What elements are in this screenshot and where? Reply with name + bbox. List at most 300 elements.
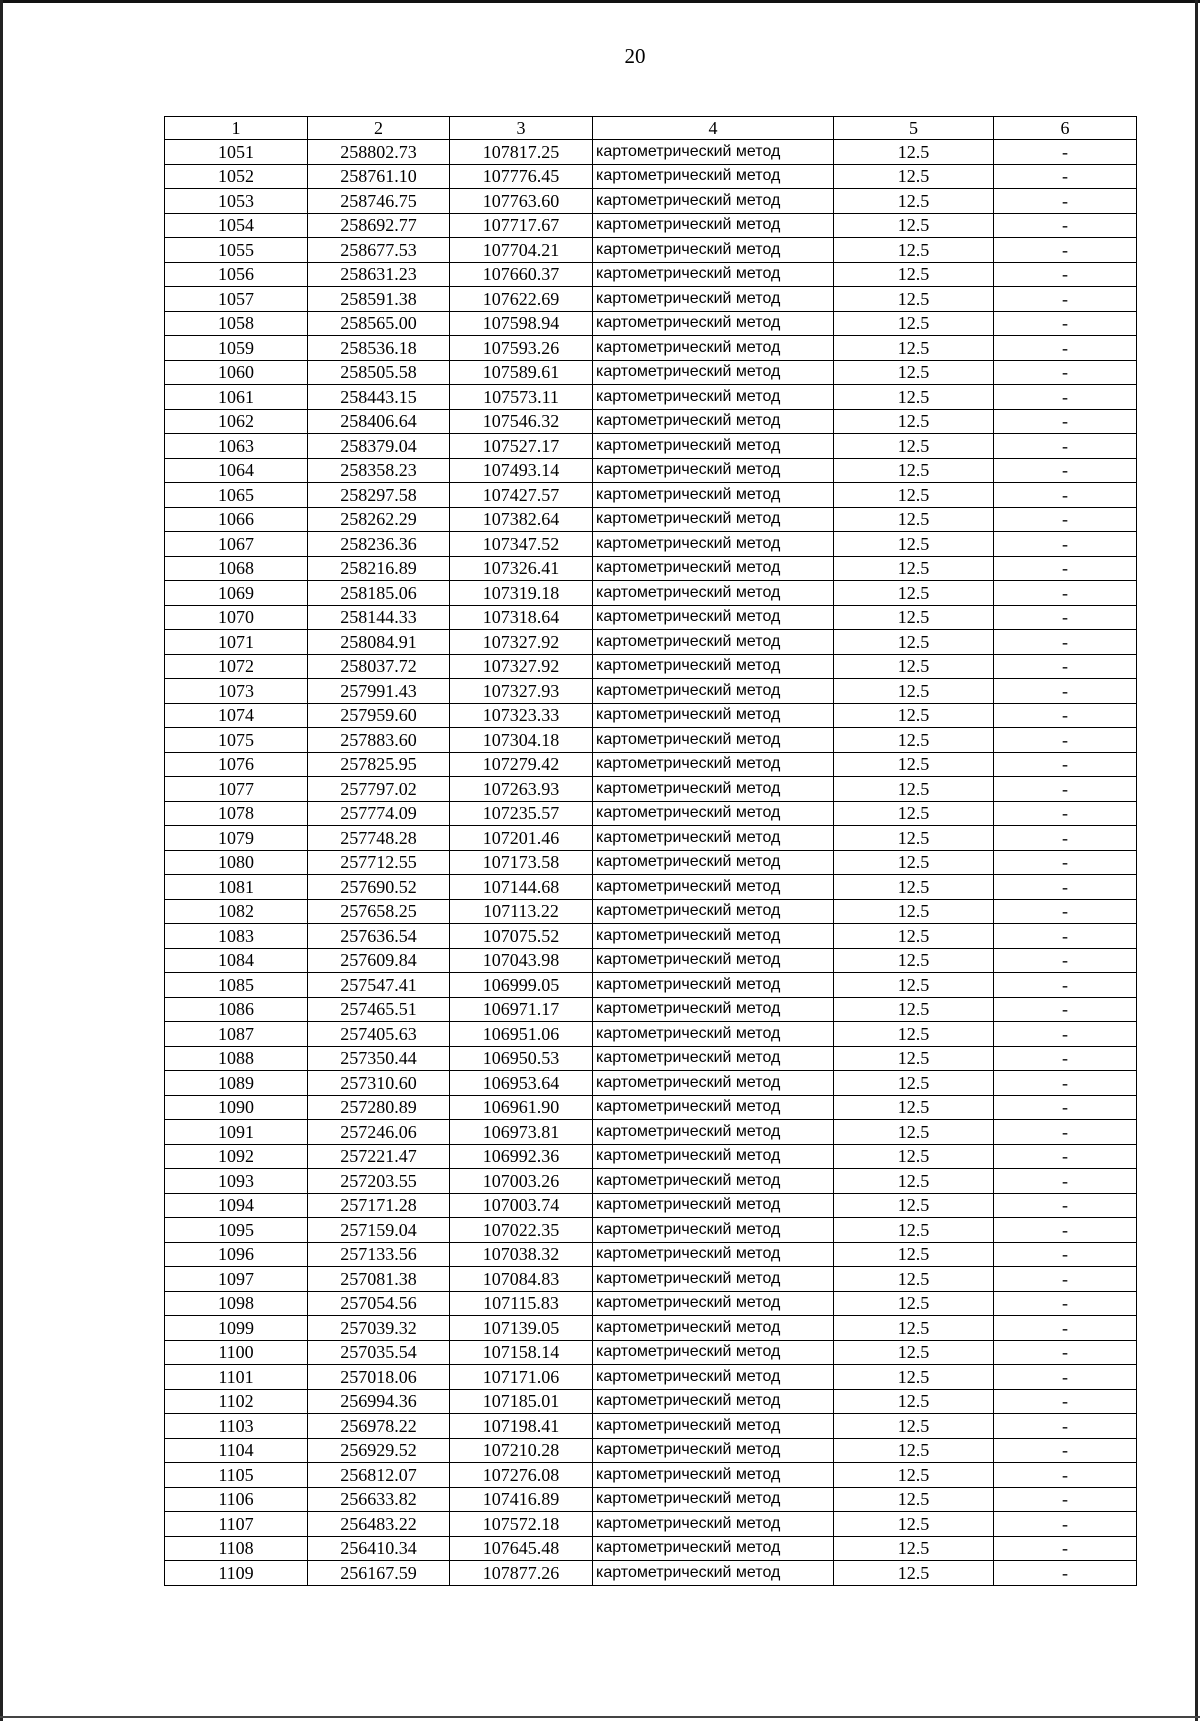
point-number-cell: 1097	[165, 1267, 308, 1292]
point-number-cell: 1067	[165, 532, 308, 557]
method-cell: картометрический метод	[593, 997, 834, 1022]
point-number-cell: 1109	[165, 1561, 308, 1586]
x-coordinate-cell: 257465.51	[308, 997, 450, 1022]
table-row	[165, 336, 1137, 361]
x-coordinate-cell: 258591.38	[308, 287, 450, 312]
accuracy-cell: 12.5	[834, 654, 994, 679]
y-coordinate-cell: 107327.92	[450, 654, 593, 679]
accuracy-cell: 12.5	[834, 1389, 994, 1414]
point-number-cell: 1062	[165, 409, 308, 434]
point-number-cell: 1100	[165, 1340, 308, 1365]
y-coordinate-cell: 107210.28	[450, 1438, 593, 1463]
y-coordinate-cell: 107382.64	[450, 507, 593, 532]
method-cell: картометрический метод	[593, 434, 834, 459]
table-row	[165, 262, 1137, 287]
accuracy-cell: 12.5	[834, 164, 994, 189]
point-number-cell: 1071	[165, 630, 308, 655]
point-number-cell: 1066	[165, 507, 308, 532]
method-cell: картометрический метод	[593, 532, 834, 557]
point-number-cell: 1068	[165, 556, 308, 581]
note-cell: -	[994, 287, 1137, 312]
accuracy-cell: 12.5	[834, 1463, 994, 1488]
accuracy-cell: 12.5	[834, 556, 994, 581]
method-cell: картометрический метод	[593, 1242, 834, 1267]
note-cell: -	[994, 728, 1137, 753]
table-row	[165, 1291, 1137, 1316]
x-coordinate-cell: 258692.77	[308, 213, 450, 238]
y-coordinate-cell: 106961.90	[450, 1095, 593, 1120]
y-coordinate-cell: 107572.18	[450, 1512, 593, 1537]
y-coordinate-cell: 107144.68	[450, 875, 593, 900]
y-coordinate-cell: 107113.22	[450, 899, 593, 924]
point-number-cell: 1098	[165, 1291, 308, 1316]
x-coordinate-cell: 257748.28	[308, 826, 450, 851]
x-coordinate-cell: 257712.55	[308, 850, 450, 875]
y-coordinate-cell: 107877.26	[450, 1561, 593, 1586]
accuracy-cell: 12.5	[834, 287, 994, 312]
y-coordinate-cell: 107717.67	[450, 213, 593, 238]
point-number-cell: 1106	[165, 1487, 308, 1512]
point-number-cell: 1095	[165, 1218, 308, 1243]
y-coordinate-cell: 107158.14	[450, 1340, 593, 1365]
coordinates-table	[164, 116, 1137, 1586]
method-cell: картометрический метод	[593, 973, 834, 998]
accuracy-cell: 12.5	[834, 948, 994, 973]
method-cell: картометрический метод	[593, 336, 834, 361]
method-cell: картометрический метод	[593, 385, 834, 410]
method-cell: картометрический метод	[593, 875, 834, 900]
method-cell: картометрический метод	[593, 507, 834, 532]
note-cell: -	[994, 973, 1137, 998]
y-coordinate-cell: 107327.92	[450, 630, 593, 655]
accuracy-cell: 12.5	[834, 409, 994, 434]
point-number-cell: 1079	[165, 826, 308, 851]
x-coordinate-cell: 258677.53	[308, 238, 450, 263]
note-cell: -	[994, 1169, 1137, 1194]
point-number-cell: 1089	[165, 1071, 308, 1096]
accuracy-cell: 12.5	[834, 850, 994, 875]
method-cell: картометрический метод	[593, 213, 834, 238]
y-coordinate-cell: 107660.37	[450, 262, 593, 287]
y-coordinate-cell: 107326.41	[450, 556, 593, 581]
y-coordinate-cell: 107347.52	[450, 532, 593, 557]
table-row	[165, 924, 1137, 949]
table-row	[165, 948, 1137, 973]
column-header: 3	[450, 117, 593, 140]
column-header: 6	[994, 117, 1137, 140]
method-cell: картометрический метод	[593, 1169, 834, 1194]
table-row	[165, 238, 1137, 263]
note-cell: -	[994, 1438, 1137, 1463]
table-row	[165, 752, 1137, 777]
method-cell: картометрический метод	[593, 850, 834, 875]
x-coordinate-cell: 258262.29	[308, 507, 450, 532]
point-number-cell: 1060	[165, 360, 308, 385]
table-row	[165, 605, 1137, 630]
x-coordinate-cell: 257658.25	[308, 899, 450, 924]
accuracy-cell: 12.5	[834, 875, 994, 900]
note-cell: -	[994, 1095, 1137, 1120]
accuracy-cell: 12.5	[834, 140, 994, 165]
note-cell: -	[994, 1120, 1137, 1145]
point-number-cell: 1099	[165, 1316, 308, 1341]
table-row	[165, 360, 1137, 385]
y-coordinate-cell: 106992.36	[450, 1144, 593, 1169]
note-cell: -	[994, 1536, 1137, 1561]
x-coordinate-cell: 256978.22	[308, 1414, 450, 1439]
y-coordinate-cell: 107185.01	[450, 1389, 593, 1414]
y-coordinate-cell: 107589.61	[450, 360, 593, 385]
x-coordinate-cell: 256167.59	[308, 1561, 450, 1586]
point-number-cell: 1085	[165, 973, 308, 998]
accuracy-cell: 12.5	[834, 1340, 994, 1365]
table-row	[165, 1316, 1137, 1341]
table-row	[165, 1193, 1137, 1218]
note-cell: -	[994, 777, 1137, 802]
table-row	[165, 385, 1137, 410]
y-coordinate-cell: 107038.32	[450, 1242, 593, 1267]
method-cell: картометрический метод	[593, 1463, 834, 1488]
point-number-cell: 1093	[165, 1169, 308, 1194]
point-number-cell: 1053	[165, 189, 308, 214]
note-cell: -	[994, 1389, 1137, 1414]
accuracy-cell: 12.5	[834, 1193, 994, 1218]
column-header: 2	[308, 117, 450, 140]
point-number-cell: 1088	[165, 1046, 308, 1071]
y-coordinate-cell: 107022.35	[450, 1218, 593, 1243]
y-coordinate-cell: 107318.64	[450, 605, 593, 630]
y-coordinate-cell: 107263.93	[450, 777, 593, 802]
y-coordinate-cell: 107075.52	[450, 924, 593, 949]
column-header: 4	[593, 117, 834, 140]
table-row	[165, 630, 1137, 655]
method-cell: картометрический метод	[593, 1438, 834, 1463]
method-cell: картометрический метод	[593, 311, 834, 336]
table-row	[165, 1046, 1137, 1071]
point-number-cell: 1070	[165, 605, 308, 630]
accuracy-cell: 12.5	[834, 1095, 994, 1120]
note-cell: -	[994, 1316, 1137, 1341]
method-cell: картометрический метод	[593, 360, 834, 385]
x-coordinate-cell: 257797.02	[308, 777, 450, 802]
method-cell: картометрический метод	[593, 1267, 834, 1292]
accuracy-cell: 12.5	[834, 1144, 994, 1169]
method-cell: картометрический метод	[593, 556, 834, 581]
method-cell: картометрический метод	[593, 1487, 834, 1512]
method-cell: картометрический метод	[593, 1536, 834, 1561]
method-cell: картометрический метод	[593, 1022, 834, 1047]
note-cell: -	[994, 1046, 1137, 1071]
point-number-cell: 1074	[165, 703, 308, 728]
accuracy-cell: 12.5	[834, 262, 994, 287]
y-coordinate-cell: 107043.98	[450, 948, 593, 973]
method-cell: картометрический метод	[593, 654, 834, 679]
note-cell: -	[994, 336, 1137, 361]
x-coordinate-cell: 258216.89	[308, 556, 450, 581]
point-number-cell: 1104	[165, 1438, 308, 1463]
point-number-cell: 1057	[165, 287, 308, 312]
y-coordinate-cell: 107573.11	[450, 385, 593, 410]
x-coordinate-cell: 258037.72	[308, 654, 450, 679]
accuracy-cell: 12.5	[834, 483, 994, 508]
table-row	[165, 287, 1137, 312]
note-cell: -	[994, 507, 1137, 532]
method-cell: картометрический метод	[593, 924, 834, 949]
x-coordinate-cell: 257171.28	[308, 1193, 450, 1218]
y-coordinate-cell: 106973.81	[450, 1120, 593, 1145]
accuracy-cell: 12.5	[834, 1438, 994, 1463]
y-coordinate-cell: 107003.26	[450, 1169, 593, 1194]
note-cell: -	[994, 556, 1137, 581]
accuracy-cell: 12.5	[834, 728, 994, 753]
method-cell: картометрический метод	[593, 1144, 834, 1169]
accuracy-cell: 12.5	[834, 973, 994, 998]
table-row	[165, 1389, 1137, 1414]
point-number-cell: 1096	[165, 1242, 308, 1267]
note-cell: -	[994, 385, 1137, 410]
method-cell: картометрический метод	[593, 1218, 834, 1243]
point-number-cell: 1078	[165, 801, 308, 826]
x-coordinate-cell: 258358.23	[308, 458, 450, 483]
note-cell: -	[994, 948, 1137, 973]
accuracy-cell: 12.5	[834, 1218, 994, 1243]
y-coordinate-cell: 107115.83	[450, 1291, 593, 1316]
y-coordinate-cell: 107003.74	[450, 1193, 593, 1218]
table-row	[165, 703, 1137, 728]
x-coordinate-cell: 257883.60	[308, 728, 450, 753]
table-row	[165, 1242, 1137, 1267]
point-number-cell: 1086	[165, 997, 308, 1022]
y-coordinate-cell: 107171.06	[450, 1365, 593, 1390]
point-number-cell: 1055	[165, 238, 308, 263]
method-cell: картометрический метод	[593, 409, 834, 434]
point-number-cell: 1052	[165, 164, 308, 189]
accuracy-cell: 12.5	[834, 1120, 994, 1145]
note-cell: -	[994, 826, 1137, 851]
point-number-cell: 1063	[165, 434, 308, 459]
method-cell: картометрический метод	[593, 1316, 834, 1341]
method-cell: картометрический метод	[593, 1120, 834, 1145]
point-number-cell: 1058	[165, 311, 308, 336]
table-row	[165, 1022, 1137, 1047]
table-row	[165, 311, 1137, 336]
y-coordinate-cell: 107598.94	[450, 311, 593, 336]
table-row	[165, 458, 1137, 483]
accuracy-cell: 12.5	[834, 899, 994, 924]
method-cell: картометрический метод	[593, 826, 834, 851]
accuracy-cell: 12.5	[834, 826, 994, 851]
method-cell: картометрический метод	[593, 605, 834, 630]
accuracy-cell: 12.5	[834, 532, 994, 557]
y-coordinate-cell: 106951.06	[450, 1022, 593, 1047]
y-coordinate-cell: 106971.17	[450, 997, 593, 1022]
method-cell: картометрический метод	[593, 1365, 834, 1390]
note-cell: -	[994, 458, 1137, 483]
note-cell: -	[994, 1242, 1137, 1267]
x-coordinate-cell: 257018.06	[308, 1365, 450, 1390]
note-cell: -	[994, 1365, 1137, 1390]
accuracy-cell: 12.5	[834, 1022, 994, 1047]
table-row	[165, 1561, 1137, 1586]
x-coordinate-cell: 257825.95	[308, 752, 450, 777]
note-cell: -	[994, 703, 1137, 728]
y-coordinate-cell: 107493.14	[450, 458, 593, 483]
page-number: 20	[624, 44, 646, 68]
x-coordinate-cell: 257246.06	[308, 1120, 450, 1145]
note-cell: -	[994, 630, 1137, 655]
point-number-cell: 1061	[165, 385, 308, 410]
x-coordinate-cell: 257081.38	[308, 1267, 450, 1292]
table-row	[165, 777, 1137, 802]
method-cell: картометрический метод	[593, 1071, 834, 1096]
accuracy-cell: 12.5	[834, 1267, 994, 1292]
point-number-cell: 1080	[165, 850, 308, 875]
note-cell: -	[994, 434, 1137, 459]
table-header-row	[165, 117, 1137, 140]
x-coordinate-cell: 258406.64	[308, 409, 450, 434]
y-coordinate-cell: 107201.46	[450, 826, 593, 851]
table-row	[165, 875, 1137, 900]
x-coordinate-cell: 257405.63	[308, 1022, 450, 1047]
x-coordinate-cell: 257039.32	[308, 1316, 450, 1341]
point-number-cell: 1091	[165, 1120, 308, 1145]
x-coordinate-cell: 257054.56	[308, 1291, 450, 1316]
accuracy-cell: 12.5	[834, 213, 994, 238]
method-cell: картометрический метод	[593, 287, 834, 312]
note-cell: -	[994, 679, 1137, 704]
accuracy-cell: 12.5	[834, 1365, 994, 1390]
x-coordinate-cell: 257310.60	[308, 1071, 450, 1096]
x-coordinate-cell: 258565.00	[308, 311, 450, 336]
point-number-cell: 1090	[165, 1095, 308, 1120]
point-number-cell: 1092	[165, 1144, 308, 1169]
table-row	[165, 850, 1137, 875]
point-number-cell: 1094	[165, 1193, 308, 1218]
accuracy-cell: 12.5	[834, 1414, 994, 1439]
y-coordinate-cell: 107546.32	[450, 409, 593, 434]
accuracy-cell: 12.5	[834, 1512, 994, 1537]
point-number-cell: 1073	[165, 679, 308, 704]
accuracy-cell: 12.5	[834, 385, 994, 410]
y-coordinate-cell: 107279.42	[450, 752, 593, 777]
point-number-cell: 1082	[165, 899, 308, 924]
table-row	[165, 801, 1137, 826]
method-cell: картометрический метод	[593, 1291, 834, 1316]
table-row	[165, 434, 1137, 459]
note-cell: -	[994, 1071, 1137, 1096]
y-coordinate-cell: 107645.48	[450, 1536, 593, 1561]
point-number-cell: 1077	[165, 777, 308, 802]
note-cell: -	[994, 262, 1137, 287]
accuracy-cell: 12.5	[834, 458, 994, 483]
scan-border-top	[0, 0, 1200, 3]
x-coordinate-cell: 258536.18	[308, 336, 450, 361]
scan-border-right	[1195, 0, 1198, 1721]
accuracy-cell: 12.5	[834, 1487, 994, 1512]
note-cell: -	[994, 360, 1137, 385]
point-number-cell: 1087	[165, 1022, 308, 1047]
note-cell: -	[994, 532, 1137, 557]
y-coordinate-cell: 107276.08	[450, 1463, 593, 1488]
y-coordinate-cell: 107817.25	[450, 140, 593, 165]
y-coordinate-cell: 107416.89	[450, 1487, 593, 1512]
accuracy-cell: 12.5	[834, 1071, 994, 1096]
x-coordinate-cell: 258505.58	[308, 360, 450, 385]
table-row	[165, 532, 1137, 557]
point-number-cell: 1105	[165, 1463, 308, 1488]
note-cell: -	[994, 1512, 1137, 1537]
y-coordinate-cell: 107319.18	[450, 581, 593, 606]
note-cell: -	[994, 1218, 1137, 1243]
scan-border-bottom	[0, 1716, 1200, 1718]
x-coordinate-cell: 257203.55	[308, 1169, 450, 1194]
note-cell: -	[994, 997, 1137, 1022]
table-row	[165, 483, 1137, 508]
x-coordinate-cell: 258379.04	[308, 434, 450, 459]
scan-border-left	[0, 0, 3, 1721]
note-cell: -	[994, 605, 1137, 630]
x-coordinate-cell: 258185.06	[308, 581, 450, 606]
accuracy-cell: 12.5	[834, 1291, 994, 1316]
accuracy-cell: 12.5	[834, 1046, 994, 1071]
table-row	[165, 1536, 1137, 1561]
note-cell: -	[994, 752, 1137, 777]
table-row	[165, 1120, 1137, 1145]
method-cell: картометрический метод	[593, 728, 834, 753]
table-row	[165, 997, 1137, 1022]
x-coordinate-cell: 258631.23	[308, 262, 450, 287]
point-number-cell: 1083	[165, 924, 308, 949]
x-coordinate-cell: 257547.41	[308, 973, 450, 998]
x-coordinate-cell: 256994.36	[308, 1389, 450, 1414]
note-cell: -	[994, 1267, 1137, 1292]
table-row	[165, 1267, 1137, 1292]
accuracy-cell: 12.5	[834, 1561, 994, 1586]
y-coordinate-cell: 107527.17	[450, 434, 593, 459]
point-number-cell: 1072	[165, 654, 308, 679]
table-row	[165, 826, 1137, 851]
accuracy-cell: 12.5	[834, 801, 994, 826]
x-coordinate-cell: 257609.84	[308, 948, 450, 973]
x-coordinate-cell: 256812.07	[308, 1463, 450, 1488]
x-coordinate-cell: 257035.54	[308, 1340, 450, 1365]
note-cell: -	[994, 801, 1137, 826]
point-number-cell: 1081	[165, 875, 308, 900]
y-coordinate-cell: 107622.69	[450, 287, 593, 312]
x-coordinate-cell: 257690.52	[308, 875, 450, 900]
accuracy-cell: 12.5	[834, 1316, 994, 1341]
accuracy-cell: 12.5	[834, 1536, 994, 1561]
x-coordinate-cell: 258144.33	[308, 605, 450, 630]
x-coordinate-cell: 256410.34	[308, 1536, 450, 1561]
x-coordinate-cell: 257959.60	[308, 703, 450, 728]
table-row	[165, 189, 1137, 214]
table-row	[165, 728, 1137, 753]
x-coordinate-cell: 257636.54	[308, 924, 450, 949]
point-number-cell: 1108	[165, 1536, 308, 1561]
method-cell: картометрический метод	[593, 752, 834, 777]
y-coordinate-cell: 107593.26	[450, 336, 593, 361]
point-number-cell: 1059	[165, 336, 308, 361]
method-cell: картометрический метод	[593, 899, 834, 924]
y-coordinate-cell: 107327.93	[450, 679, 593, 704]
method-cell: картометрический метод	[593, 948, 834, 973]
accuracy-cell: 12.5	[834, 997, 994, 1022]
method-cell: картометрический метод	[593, 458, 834, 483]
note-cell: -	[994, 238, 1137, 263]
y-coordinate-cell: 107235.57	[450, 801, 593, 826]
method-cell: картометрический метод	[593, 679, 834, 704]
